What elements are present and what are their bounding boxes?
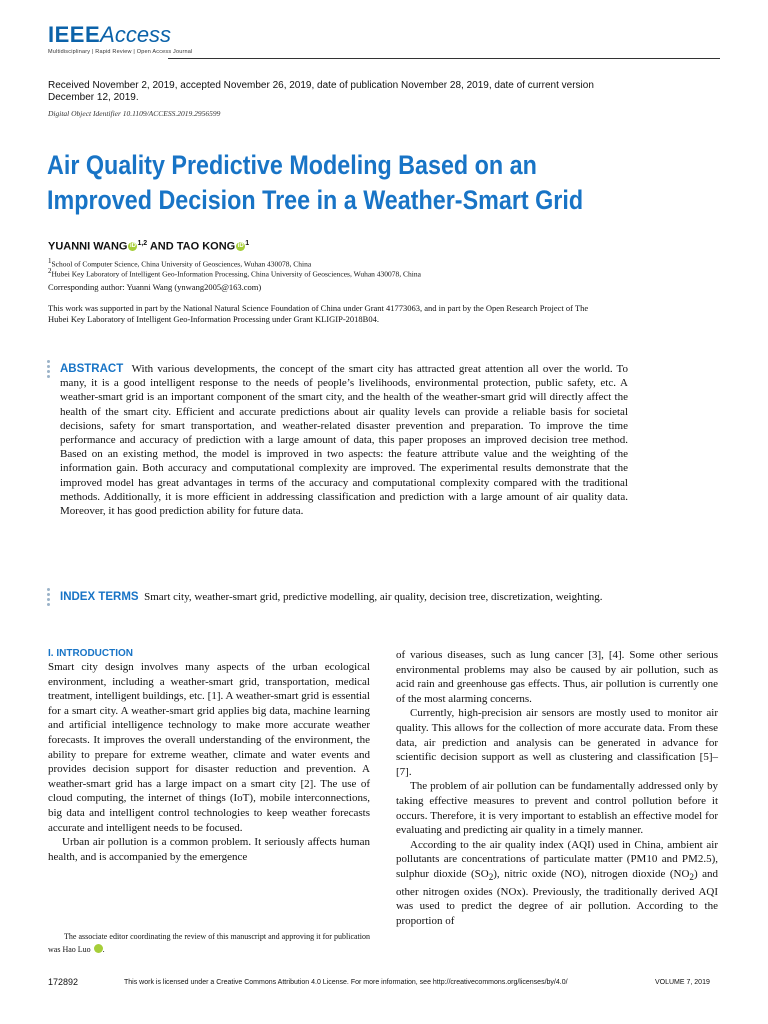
abstract-heading: ABSTRACT (60, 363, 124, 375)
logo-ieee: IEEE (48, 22, 101, 47)
paragraph: The problem of air pollution can be fundamentally addressed only by taking effective measures to prevent and control pollution before it occurs. Therefore, it is very important to establish an effective model for evaluating and predicting air quality in a timely manner. (396, 780, 718, 837)
paper-title: Air Quality Predictive Modeling Based on an Improved Decision Tree in a Weather-Smart Grid (47, 150, 584, 215)
index-terms-text: Smart city, weather-smart grid, predictive modelling, air quality, decision tree, discretization, weighting. (144, 591, 603, 603)
author-1: YUANNI WANG (48, 240, 128, 253)
journal-logo (48, 22, 193, 55)
column-left (48, 648, 370, 864)
editor-footnote: The associate editor coordinating the review of this manuscript and approving it for publication was Hao Luo iD. (48, 932, 370, 954)
index-terms (60, 590, 628, 604)
index-terms-heading: INDEX TERMS (60, 591, 139, 603)
funding-note: This work was supported in part by the National Natural Science Foundation of China under Grant 41773063, and in part by the Open Research Project of The Hubei Key Laboratory of Intelligent Geo-Information Processing under Grant KLIGIP-2018B04. (48, 303, 589, 324)
header-rule (168, 58, 720, 59)
received-dates: Received November 2, 2019, accepted November 26, 2019, date of publication November 28, 2019, date of current version December 12, 2019. (48, 80, 594, 103)
paragraph: Currently, high-precision air sensors are mostly used to monitor air quality. This allows for the collection of more accurate data. From these data, air prediction and analysis can be generated in advance for scientific decision support as well as clustering and classification [5]–[7]. (396, 707, 718, 778)
volume-label: VOLUME 7, 2019 (655, 979, 710, 986)
paragraph: Urban air pollution is a common problem. It seriously affects human health, and is accompanied by the emergence (48, 836, 370, 863)
corresponding-author: Corresponding author: Yuanni Wang (ynwang2005@163.com) (48, 282, 262, 292)
author-2: AND TAO KONG (149, 240, 236, 253)
orcid-icon[interactable]: iD (237, 242, 244, 249)
abstract-text: With various developments, the concept of the smart city has attracted great attention all over the world. To many, it is a good intelligent response to the needs of people’s livelihoods, environmental protection, public safety, etc. A weather-smart grid is an important component of the smart city, and the health of the weather-smart grid will directly affect the health of the smart city. Efficient and accurate predictions about air quality levels can provide a reliable basis for societal decisions, safety for smart transportation, and weather-related disaster prevention and preparation. To improve the time performance and accuracy of prediction with a large amount of data, this paper proposes an improved decision tree method. Based on an existing method, the model is improved in two aspects: the feature attribute value and the weighting of the information gain. Both accuracy and computational complexity are improved. The experimental results demonstrate that the improved model has great advantages in terms of the accuracy and computational complexity compared with the traditional methods. Additionally, it is more efficient in addressing classification and prediction with a large amount of air quality data. Moreover, it has good prediction ability for future data. (60, 363, 629, 518)
affiliation-2: $^2$Hubei Key Laboratory of Intelligent Geo-Information Processing, China University of Geosciences, Wuhan 430078, China (48, 267, 421, 279)
page-number: 172892 (48, 977, 79, 987)
orcid-icon[interactable]: iD (129, 242, 136, 249)
section-marker (47, 588, 51, 608)
section-marker (47, 360, 51, 380)
column-right (396, 648, 718, 928)
paragraph: of various diseases, such as lung cancer [3], [4]. Some other serious environmental problems may also be caused by air pollution, such as acid rain and greenhouse gas effects. Thus, air pollution is currently one of the most alarming concerns. (396, 649, 718, 705)
license-note: This work is licensed under a Creative Commons Attribution 4.0 License. For more information, see http://creativecommons.org/licenses/by/4.0/ (124, 979, 568, 986)
author-line (48, 240, 249, 253)
author-1-affiliation: 1,2 (137, 240, 148, 247)
author-2-affiliation: 1 (245, 240, 250, 247)
affiliation-1: $^1$School of Computer Science, China University of Geosciences, Wuhan 430078, China (48, 257, 312, 269)
logo-access: Access (100, 22, 172, 47)
section-heading-introduction: I. INTRODUCTION (48, 648, 133, 659)
abstract (60, 362, 628, 518)
orcid-icon[interactable]: iD (94, 944, 103, 953)
paragraph: Smart city design involves many aspects of the urban ecological environment, including a weather-smart grid, transportation, medical treatment, intelligent buildings, etc. [1]. A weather-smart grid is essential for a smart city. A weather-smart grid applies big data, machine learning and artificial intelligence technology to make more accurate weather forecasts. It improves the overall understanding of the environment, the ability to prepare for extreme weather, climate and water events and provides decision support for disaster reduction and prevention. A weather-smart grid has a large impact on a smart city [2]. The use of cloud computing, the internet of things (IoT), mobile interconnections, big data and intelligent control technologies to keep weather forecasts accurate and intelligent needs to be focused. (48, 661, 370, 834)
paragraph: According to the air quality index (AQI) used in China, ambient air pollutants are concentrations of particulate matter (PM10 and PM2.5), sulphur dioxide $(SO_2)$, nitric oxide (NO), nitrogen dioxide $(NO_2)$ and other nitrogen oxides (NOx). Previously, the traditionally derived AQI was used to predict the degree of air pollution. According to the proportion of (396, 838, 718, 927)
logo-tagline: Multidisciplinary | Rapid Review | Open Access Journal (48, 49, 193, 55)
doi: Digital Object Identifier 10.1109/ACCESS.2019.2956599 (48, 109, 221, 118)
